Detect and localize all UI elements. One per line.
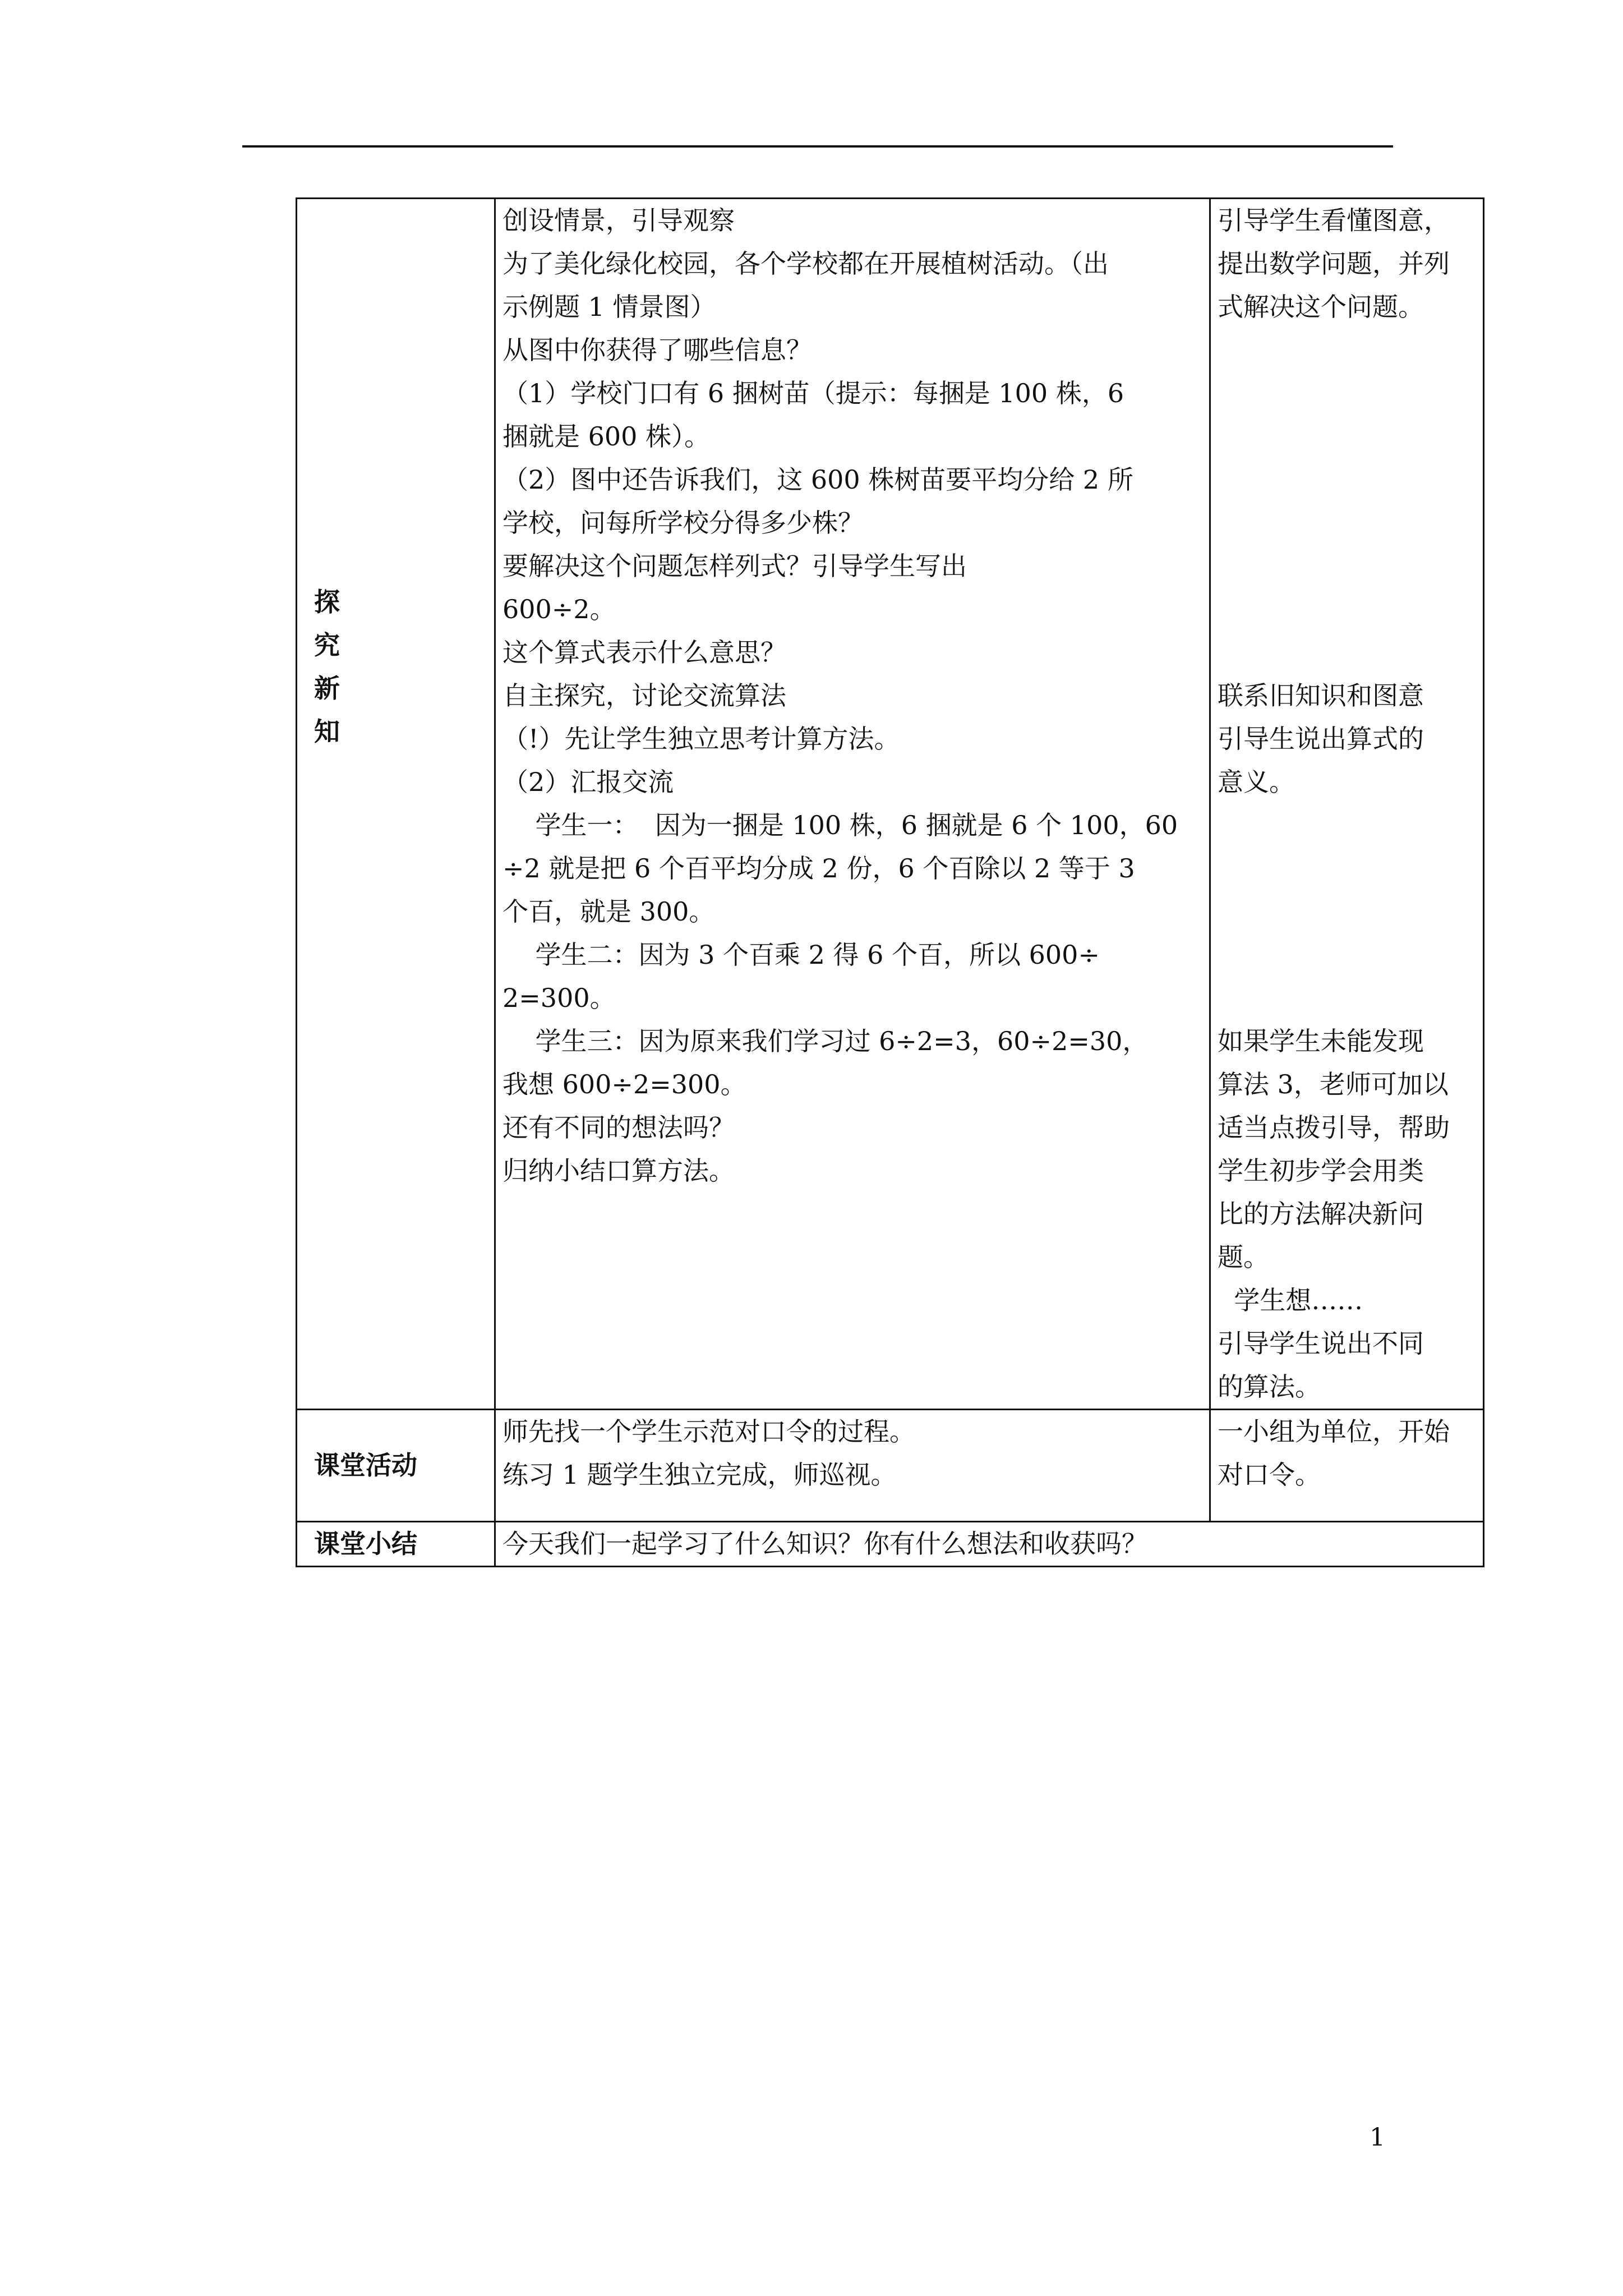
note-line: 对口令。	[1218, 1460, 1321, 1490]
summary-label: 课堂小结	[297, 1522, 495, 1567]
content-line: （1）学校门口有 6 捆树苗（提示：每捆是 100 株，6	[502, 378, 1124, 408]
summary-row	[297, 1522, 1484, 1567]
note-line: 的算法。	[1218, 1372, 1321, 1402]
content-line: 学生二：因为 3 个百乘 2 得 6 个百，所以 600÷	[502, 940, 1100, 970]
explore-content	[495, 199, 1210, 1410]
explore-notes	[1210, 199, 1484, 1410]
content-line: 600÷2。	[502, 594, 616, 624]
note-line: 引导生说出算式的	[1218, 724, 1424, 754]
note-line: 题。	[1218, 1242, 1269, 1272]
content-line: 练习 1 题学生独立完成，师巡视。	[502, 1460, 897, 1490]
note-line: 意义。	[1218, 767, 1295, 797]
content-line: 2=300。	[502, 983, 616, 1013]
note-line: 如果学生未能发现	[1218, 1026, 1424, 1056]
explore-label-char: 新	[314, 673, 340, 703]
spacer	[1218, 804, 1476, 847]
content-line: 创设情景，引导观察	[502, 205, 735, 236]
note-line: 学生想……	[1218, 1285, 1363, 1315]
note-line: 算法 3，老师可加以	[1218, 1069, 1449, 1099]
note-line: 一小组为单位，开始	[1218, 1416, 1450, 1447]
spacer	[1218, 847, 1476, 890]
spacer	[1218, 890, 1476, 933]
activity-label: 课堂活动	[297, 1410, 495, 1522]
note-line: 式解决这个问题。	[1218, 292, 1424, 322]
activity-content	[495, 1410, 1210, 1522]
explore-label-char: 探	[314, 587, 340, 617]
content-line: 捆就是 600 株）。	[502, 421, 711, 452]
content-line: 我想 600÷2=300。	[502, 1069, 746, 1099]
spacer	[1218, 458, 1476, 501]
content-line: 示例题 1 情景图）	[502, 292, 716, 322]
content-line: （!）先让学生独立思考计算方法。	[502, 724, 900, 754]
content-line: 学生一： 因为一捆是 100 株，6 捆就是 6 个 100，60	[502, 810, 1178, 840]
spacer	[1218, 545, 1476, 588]
page-number: 1	[1370, 2123, 1385, 2152]
note-line: 引导学生说出不同	[1218, 1328, 1424, 1359]
note-line: 学生初步学会用类	[1218, 1156, 1424, 1186]
note-line: 提出数学问题，并列	[1218, 249, 1450, 279]
content-line: 为了美化绿化校园，各个学校都在开展植树活动。（出	[502, 249, 1109, 279]
explore-label-char: 究	[314, 630, 340, 660]
content-line: （2）图中还告诉我们，这 600 株树苗要平均分给 2 所	[502, 464, 1133, 495]
explore-row	[297, 199, 1484, 1410]
spacer	[1218, 372, 1476, 415]
header-rule	[242, 145, 1393, 148]
spacer	[1218, 933, 1476, 977]
content-line: 师先找一个学生示范对口令的过程。	[502, 1416, 915, 1447]
content-line: 学校，问每所学校分得多少株？	[502, 508, 864, 538]
content-line: 今天我们一起学习了什么知识？你有什么想法和收获吗？	[502, 1529, 1147, 1559]
content-line: 归纳小结口算方法。	[502, 1156, 735, 1186]
note-line: 适当点拨引导，帮助	[1218, 1112, 1450, 1143]
spacer	[1218, 977, 1476, 1020]
lesson-plan-table	[296, 197, 1484, 1567]
note-line: 联系旧知识和图意	[1218, 680, 1424, 711]
explore-label-char: 知	[314, 716, 340, 747]
activity-row	[297, 1410, 1484, 1522]
note-line: 引导学生看懂图意，	[1218, 205, 1450, 236]
spacer	[1218, 415, 1476, 458]
spacer	[1218, 501, 1476, 545]
content-line: 这个算式表示什么意思？	[502, 637, 786, 668]
note-line: 比的方法解决新问	[1218, 1199, 1424, 1229]
content-line: 个百，就是 300。	[502, 896, 715, 927]
content-line: （2）汇报交流	[502, 767, 674, 797]
activity-notes	[1210, 1410, 1484, 1522]
spacer	[1218, 631, 1476, 674]
content-line: 还有不同的想法吗？	[502, 1112, 735, 1143]
content-line: 从图中你获得了哪些信息？	[502, 335, 812, 365]
spacer	[1218, 329, 1476, 372]
content-line: ÷2 就是把 6 个百平均分成 2 份，6 个百除以 2 等于 3	[502, 853, 1135, 884]
content-line: 学生三：因为原来我们学习过 6÷2=3，60÷2=30，	[502, 1026, 1149, 1056]
summary-content	[495, 1522, 1484, 1567]
content-line: 要解决这个问题怎样列式？引导学生写出	[502, 551, 967, 581]
explore-label	[297, 199, 495, 1410]
spacer	[1218, 588, 1476, 631]
content-line: 自主探究，讨论交流算法	[502, 680, 786, 711]
